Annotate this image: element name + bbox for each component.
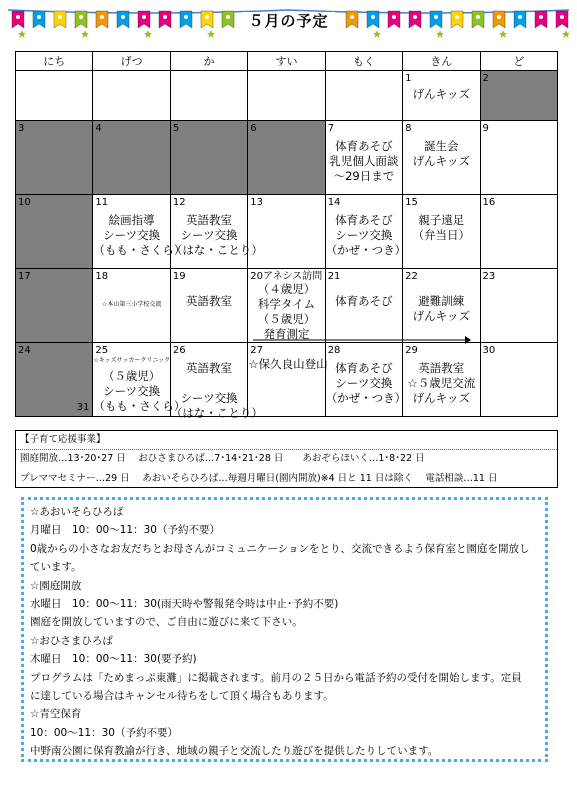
day-number: 24 [18,345,31,356]
day-number: 27 [250,345,263,356]
note-line: ています。 [30,561,82,574]
note-heading: ☆おひさまひろば [30,634,113,647]
calendar-day-cell [403,71,480,121]
note-line: プログラムは「ためまっぷ東灘」に掲載されます。前月の２５日から電話予約の受付を開始します。定員 [30,671,522,684]
day-number: 18 [95,271,109,282]
day-number: 3 [18,123,25,134]
calendar-day-cell [403,121,480,195]
day-number: 12 [172,197,186,208]
day-number: 5 [172,123,180,134]
calendar-day-cell [248,121,325,195]
day-number: 29 [405,345,418,356]
calendar-day-cell [325,195,407,269]
calendar-day-cell [93,121,170,195]
calendar-day-cell [16,71,93,121]
calendar-day-cell [403,195,480,269]
note-line: 10：00～11：30（予約不要） [30,726,178,739]
event-label: ☆５歳児交流 [407,376,476,390]
event-label: シーツ交換 [180,228,238,242]
day-number: 10 [18,197,31,208]
calendar-week-row [16,343,558,417]
event-label: げんキッズ [412,154,470,168]
day-number: 6 [250,123,257,134]
event-label: （はな・ことり） [170,406,263,420]
event-label: 発育測定 [263,327,310,341]
support-line-1: 園庭開放…13･20･27 日 おひさまひろば…7･14･21･28 日 あおぞらほいく…1･8･22 日 [20,453,425,464]
day-number: 13 [250,197,263,208]
calendar-day-cell [480,121,557,195]
event-label: 英語教室 [186,294,233,308]
event-label: シーツ交換 [335,228,393,242]
calendar-day-cell [93,269,170,343]
calendar-day-cell [325,343,407,417]
event-label: げんキッズ [412,391,470,405]
note-line: に達している場合はキャンセル待ちをして頂く場合もあります。 [30,690,334,703]
support-line-2: プレママセミナー…29 日 あおいそらひろば…毎週月曜日(園内開放)※4 日と 11 日は除く 電話相談…11 日 [20,473,498,484]
note-line: 月曜日 10：00～11：30（予約不要） [30,524,220,537]
page-title: ５月の予定 [0,10,577,31]
calendar-day-cell [480,71,557,121]
note-heading: ☆あおいそらひろば [30,506,124,518]
support-heading: 【子育て応援事業】 [20,434,106,445]
divider [16,449,557,450]
day-number: 16 [482,197,496,208]
event-label: 絵画指導 [108,213,155,227]
star-decoration [436,30,444,38]
weekday-header: きん [403,52,480,71]
calendar-day-cell [248,269,325,343]
note-heading: ☆園庭開放 [30,579,82,592]
star-decoration [18,30,26,38]
event-label: （かぜ・つき） [325,391,407,405]
calendar-day-cell [403,269,480,343]
event-label: 英語教室 [418,361,465,375]
day-number: 2 [482,73,489,84]
event-label: 体育あそび [335,361,393,375]
day-number: 20アネシス訪問 [250,271,323,282]
event-label: （もも・さくら） [93,399,186,413]
day-number: 7 [327,123,335,134]
weekday-header: にち [16,52,93,71]
event-label: 体育あそび [335,294,393,308]
weekday-header: ど [480,52,557,71]
star-decoration [81,30,89,38]
calendar-week-row [16,269,558,343]
calendar-week-row [16,121,558,195]
calendar-day-cell [16,195,93,269]
star-decoration [499,30,507,38]
calendar-day-cell [248,343,328,417]
star-decoration [144,30,152,38]
event-label: シーツ交換 [180,391,238,405]
calendar-week-row [16,195,558,269]
event-label: 誕生会 [424,139,459,153]
day-number: 26 [172,345,186,356]
note-heading: ☆青空保育 [30,708,82,721]
day-number: 1 [405,73,412,84]
calendar-day-cell [16,121,93,195]
calendar-day-cell [248,71,325,121]
day-number: 8 [405,123,412,134]
event-label: シーツ交換 [103,384,161,398]
day-number: 14 [327,197,341,208]
weekday-header: か [170,52,247,71]
weekday-header-row [16,52,558,71]
period-arrow [253,336,471,344]
note-line: 水曜日 10：00～11：30(雨天時や警報発令時は中止･予約不要) [30,598,339,611]
star-decoration [562,30,569,38]
calendar-day-cell [248,195,325,269]
day-number: 9 [482,123,489,134]
day-number: 19 [172,271,186,282]
note-line: 中野南公園に保育教諭が行き、地域の親子と交流したり遊びを提供したりしています。 [30,745,439,758]
day-number: 30 [482,345,496,356]
calendar-day-cell [170,71,247,121]
day-number: 21 [327,271,341,282]
event-label: 避難訓練 [418,294,465,308]
calendar-day-cell [325,121,402,195]
calendar-day-cell [16,343,93,417]
calendar-day-cell [16,269,93,343]
day-number: 25 [95,345,109,356]
event-label: シーツ交換 [335,376,393,390]
event-small-note: ☆本山第三小学校交流 [101,301,162,308]
day-number: 22 [405,271,418,282]
calendar-day-cell [480,343,557,417]
weekday-header: すい [248,52,325,71]
day-number: 4 [95,123,102,134]
calendar-week-row [16,71,558,121]
event-label: 科学タイム [257,297,316,311]
calendar-day-cell [170,121,247,195]
weekday-header: げつ [93,52,170,71]
calendar-table [15,51,558,420]
event-label: 体育あそび [335,213,393,227]
event-label: 体育あそび [335,139,393,153]
event-small-note: ☆キッズサッカークリニック [93,357,171,364]
event-label: 英語教室 [186,213,233,227]
event-label: （かぜ・つき） [325,243,407,257]
calendar-day-cell [403,343,480,417]
event-label: （５歳児） [257,312,316,326]
calendar-day-cell [170,269,247,343]
weekday-header: もく [325,52,402,71]
note-line: 0歳からの小さなお友だちとお母さんがコミュニケーションをとり、交流できるよう保育室と園庭を開放し [30,542,530,555]
event-label: げんキッズ [412,309,470,323]
event-label: 乳児個人面談 [329,154,399,168]
event-label: （５歳児） [102,369,161,383]
day-number: 11 [95,197,109,208]
star-decoration [207,30,215,38]
day-number-secondary: 31 [76,402,90,413]
day-number: 17 [18,271,31,282]
star-decoration [373,30,381,38]
note-line: 木曜日 10：00～11：30(要予約) [30,653,197,666]
calendar-day-cell [325,71,402,121]
event-label: 英語教室 [186,361,233,375]
note-line: 園庭を開放していますので、ご自由に遊びに来て下さい。 [30,616,303,629]
calendar-day-cell [93,71,170,121]
calendar-day-cell [480,269,557,343]
event-label: 親子遠足 [418,213,465,227]
day-number: 23 [482,271,496,282]
event-label: シーツ交換 [103,228,161,242]
event-label: ☆保久良山登山 [248,357,328,371]
program-notes-box [21,497,548,762]
event-label: （もも・さくら） [93,243,186,257]
support-program-box [15,430,558,488]
day-number: 15 [405,197,418,208]
event-label: げんキッズ [412,87,470,101]
day-number: 28 [327,345,341,356]
calendar-day-cell [480,195,557,269]
event-label: ～29日まで [333,169,395,183]
event-label: （はな・ことり） [170,243,263,257]
event-label: （４歳児） [257,282,316,296]
event-label: （弁当日） [412,228,471,242]
calendar-day-cell [325,269,402,343]
